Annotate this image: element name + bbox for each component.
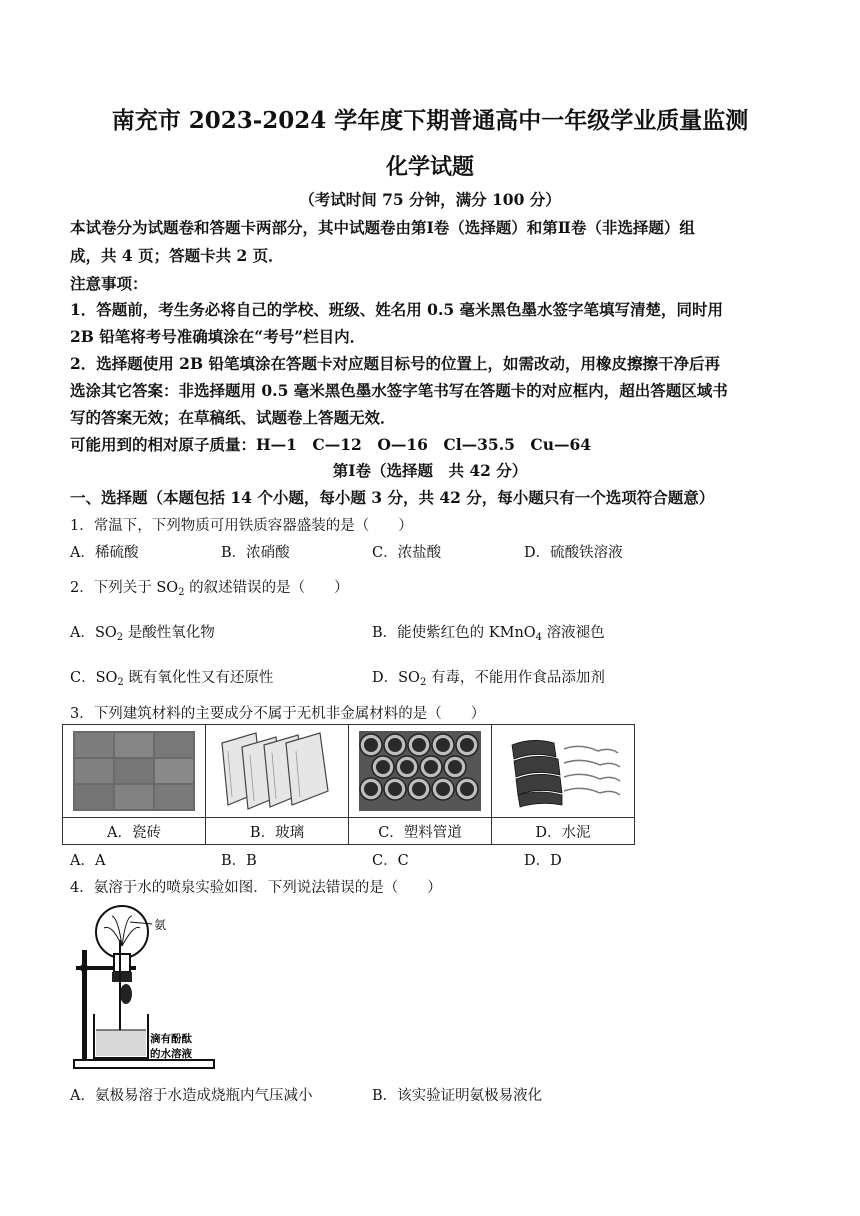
q3-option-c: C．C xyxy=(372,853,409,869)
q3-stem: 3．下列建筑材料的主要成分不属于无机非金属材料的是（ ） xyxy=(70,706,486,722)
q2-stem: 2．下列关于 $SO_2$ 的叙述错误的是（ ） xyxy=(70,580,349,598)
q2-option-c: C．$SO_2$ 既有氧化性又有还原性 xyxy=(70,670,274,688)
note-1-line-1: 1．答题前，考生务必将自己的学校、班级、姓名用 0.5 毫米黑色墨水签字笔填写清楚，同时用 xyxy=(70,300,724,319)
solution-label-1: 滴有酚酞 xyxy=(150,1033,192,1045)
q4-option-b: B．该实验证明氨极易液化 xyxy=(372,1088,543,1104)
cement-image-cell xyxy=(492,725,635,818)
section-1-instructions: 一、选择题（本题包括 14 个小题，每小题 3 分，共 42 分，每小题只有一个选项符合题意） xyxy=(70,488,715,507)
note-2-line-3: 写的答案无效；在草稿纸、试题卷上答题无效． xyxy=(70,408,396,427)
q1-option-c: C．浓盐酸 xyxy=(372,545,442,561)
intro-line-1: 本试卷分为试题卷和答题卡两部分，其中试题卷由第Ⅰ卷（选择题）和第Ⅱ卷（非选择题）组 xyxy=(70,218,695,237)
page-title: 南充市 2023-2024 学年度下期普通高中一年级学业质量监测 xyxy=(111,107,749,134)
caption-d: D．水泥 xyxy=(492,818,635,845)
tile-image-cell xyxy=(63,725,206,818)
q4-option-a: A．氨极易溶于水造成烧瓶内气压减小 xyxy=(70,1088,313,1104)
solution-label-2: 的水溶液 xyxy=(150,1048,192,1060)
q1-option-a: A．稀硫酸 xyxy=(70,545,139,561)
q2-option-d: D．$SO_2$ 有毒，不能用作食品添加剂 xyxy=(372,670,605,688)
caption-a: A．瓷砖 xyxy=(63,818,206,845)
materials-table xyxy=(62,724,635,845)
q1-stem: 1．常温下，下列物质可用铁质容器盛装的是（ ） xyxy=(70,518,413,534)
q3-option-b: B．B xyxy=(221,853,257,869)
pipe-image-cell xyxy=(349,725,492,818)
intro-line-2: 成，共 4 页；答题卡共 2 页． xyxy=(70,246,284,265)
subject-title: 化学试题 xyxy=(385,154,474,180)
fountain-experiment-diagram xyxy=(68,902,248,1074)
glass-image-cell xyxy=(206,725,349,818)
glass-panes-image xyxy=(216,731,338,811)
note-2-line-1: 2．选择题使用 2B 铅笔填涂在答题卡对应题目标号的位置上，如需改动，用橡皮擦擦干净后再 xyxy=(70,354,720,373)
caption-c: C．塑料管道 xyxy=(349,818,492,845)
exam-info: （考试时间 75 分钟，满分 100 分） xyxy=(299,190,561,209)
atomic-masses: 可能用到的相对原子质量：H—1 C—12 O—16 Cl—35.5 Cu—64 xyxy=(70,435,592,454)
plastic-pipes-image xyxy=(359,731,481,811)
q2-option-b: B．能使紫红色的 KMnO$_4$ 溶液褪色 xyxy=(372,625,605,643)
caption-b: B．玻璃 xyxy=(206,818,349,845)
q1-option-b: B．浓硝酸 xyxy=(221,545,290,561)
cement-bags-image xyxy=(502,731,624,811)
q3-option-d: D．D xyxy=(524,853,562,869)
section-1-title: 第Ⅰ卷（选择题 共 42 分） xyxy=(332,461,528,480)
q3-option-a: A．A xyxy=(70,853,106,869)
ceramic-tile-image xyxy=(73,731,195,811)
notes-title: 注意事项： xyxy=(70,274,148,293)
note-1-line-2: 2B 铅笔将考号准确填涂在“考号”栏目内． xyxy=(70,327,366,346)
note-2-line-2: 选涂其它答案：非选择题用 0.5 毫米黑色墨水签字笔书写在答题卡的对应框内，超出答题区域书 xyxy=(70,381,728,400)
ammonia-label: 氨 xyxy=(154,918,167,932)
q4-stem: 4．氨溶于水的喷泉实验如图．下列说法错误的是（ ） xyxy=(70,880,442,896)
q2-option-a: A．$SO_2$ 是酸性氧化物 xyxy=(70,625,215,643)
q1-option-d: D．硫酸铁溶液 xyxy=(524,545,623,561)
